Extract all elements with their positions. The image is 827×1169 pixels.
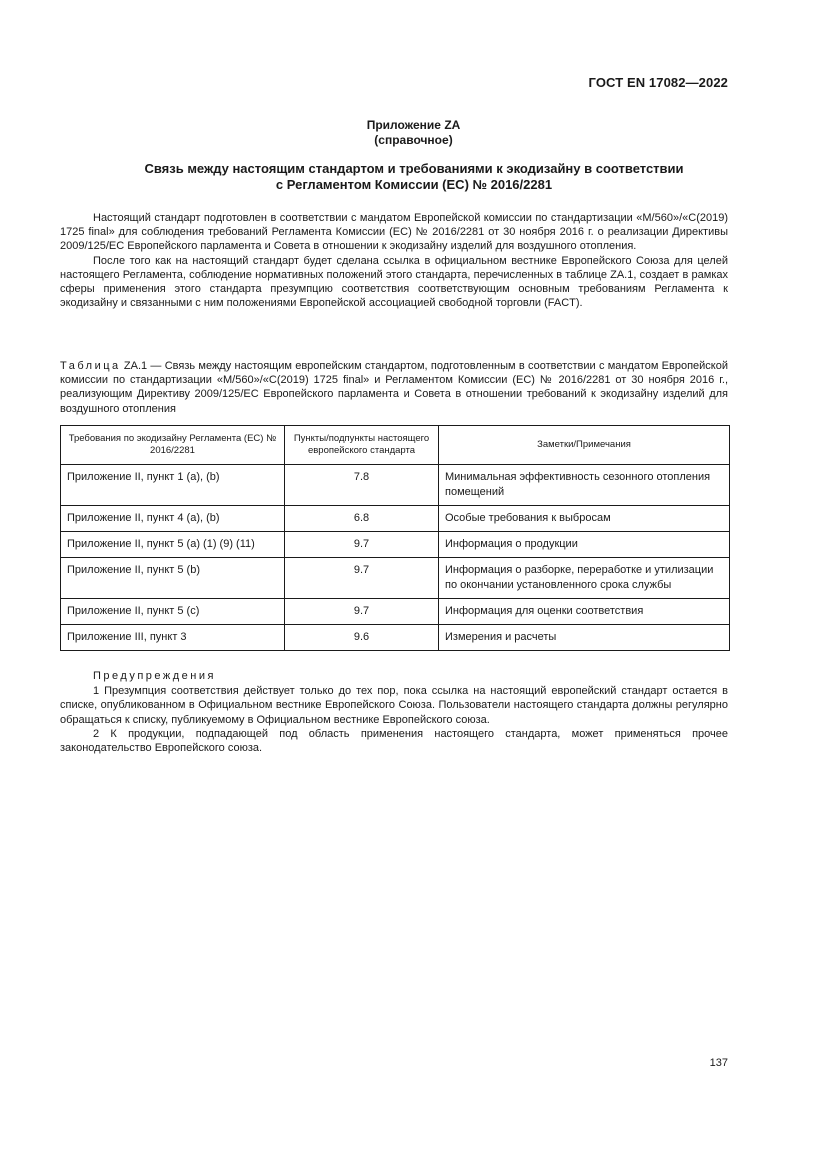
table-cell-clause: 9.7: [285, 532, 439, 558]
table-cell-note: Информация о продукции: [439, 532, 730, 558]
table-row: [61, 465, 730, 506]
annex-heading: [60, 161, 768, 193]
table-cell-requirement: Приложение II, пункт 5 (c): [61, 599, 285, 625]
table-cell-note: Информация для оценки соответствия: [439, 599, 730, 625]
table-cell-requirement: Приложение II, пункт 5 (b): [61, 558, 285, 599]
table-caption-text: ZA.1 — Связь между настоящим европейским стандартом, подготовленным в соответствии с мандатом Европейской комиссии по стандартизации «M/560»/«C(2019) 1725 final» и Регламентом Комиссии (ЕС) № 2016/2281 от 30 ноября 2016 г., реализующим Директиву 2009/125/ЕС Европейского парламента и Совета в отношении требований к экодизайну изделий для воздушного отопления: [60, 360, 728, 415]
paragraph: После того как на настоящий стандарт будет сделана ссылка в официальном вестнике Европейского Союза для целей настоящего Регламента, соблюдение нормативных положений этого стандарта, перечисленных в таблице ZA.1, создает в рамках сферы применения этого стандарта презумпцию соответствия соответствующим основным требованиям Регламента к экодизайну и связанными с ним положениями Европейской ассоциацией свободной торговли (FACT).: [60, 254, 728, 310]
table-header-notes: Заметки/Примечания: [439, 426, 730, 465]
annex-title-block: [0, 118, 827, 148]
correspondence-table: [60, 425, 730, 651]
table-cell-requirement: Приложение II, пункт 4 (a), (b): [61, 506, 285, 532]
table-row: [61, 599, 730, 625]
table-cell-requirement: Приложение II, пункт 5 (a) (1) (9) (11): [61, 532, 285, 558]
table-cell-clause: 9.6: [285, 625, 439, 651]
table-cell-clause: 9.7: [285, 558, 439, 599]
warning-item: 1 Презумпция соответствия действует только до тех пор, пока ссылка на настоящий европейский стандарт остается в списке, опубликованном в Официальном вестнике Европейского Союза. Пользователи настоящего стандарта должны регулярно обращаться к списку, публикуемому в Официальном вестнике Европейского союза.: [60, 685, 728, 726]
table-cell-note: Минимальная эффективность сезонного отопления помещений: [439, 465, 730, 506]
table-header-row: [61, 426, 730, 465]
table-row: [61, 558, 730, 599]
paragraph: Настоящий стандарт подготовлен в соответствии с мандатом Европейской комиссии по стандартизации «M/560»/«С(2019) 1725 final» для соблюдения требований Регламента Комиссии (ЕС) № 2016/2281 от 30 ноября 2016 г. о реализации Директивы 2009/125/ЕС Европейского парламента и Совета в отношении к экодизайну изделий для воздушного отопления.: [60, 212, 728, 253]
table-header-requirements: Требования по экодизайну Регламента (ЕС) № 2016/2281: [61, 426, 285, 465]
annex-title: Приложение ZA: [366, 118, 461, 132]
annex-heading-line-2: с Регламентом Комиссии (ЕС) № 2016/2281: [275, 177, 553, 192]
table-cell-note: Информация о разборке, переработке и утилизации по окончании установленного срока службы: [439, 558, 730, 599]
annex-subtitle: (справочное): [374, 133, 453, 147]
table-caption-label: Таблица: [60, 360, 121, 372]
table-cell-note: Особые требования к выбросам: [439, 506, 730, 532]
table-cell-clause: 6.8: [285, 506, 439, 532]
warning-item: 2 К продукции, подпадающей под область применения настоящего стандарта, может применяться прочее законодательство Европейского союза.: [60, 727, 728, 755]
table-cell-requirement: Приложение II, пункт 1 (a), (b): [61, 465, 285, 506]
warnings-block: [60, 669, 728, 755]
table-cell-note: Измерения и расчеты: [439, 625, 730, 651]
table-row: [61, 506, 730, 532]
table-cell-clause: 7.8: [285, 465, 439, 506]
intro-text: [60, 211, 728, 310]
table-cell-clause: 9.7: [285, 599, 439, 625]
table-cell-requirement: Приложение III, пункт 3: [61, 625, 285, 651]
page-number: 137: [709, 1057, 728, 1069]
table-row: [61, 625, 730, 651]
table-row: [61, 532, 730, 558]
table-caption: [60, 359, 728, 416]
standard-code: ГОСТ EN 17082—2022: [588, 75, 728, 90]
warnings-title: Предупреждения: [93, 670, 216, 682]
table-header-clauses: Пункты/подпункты настоящего европейского стандарта: [285, 426, 439, 465]
annex-heading-line-1: Связь между настоящим стандартом и требованиями к экодизайну в соответствии: [144, 161, 684, 176]
